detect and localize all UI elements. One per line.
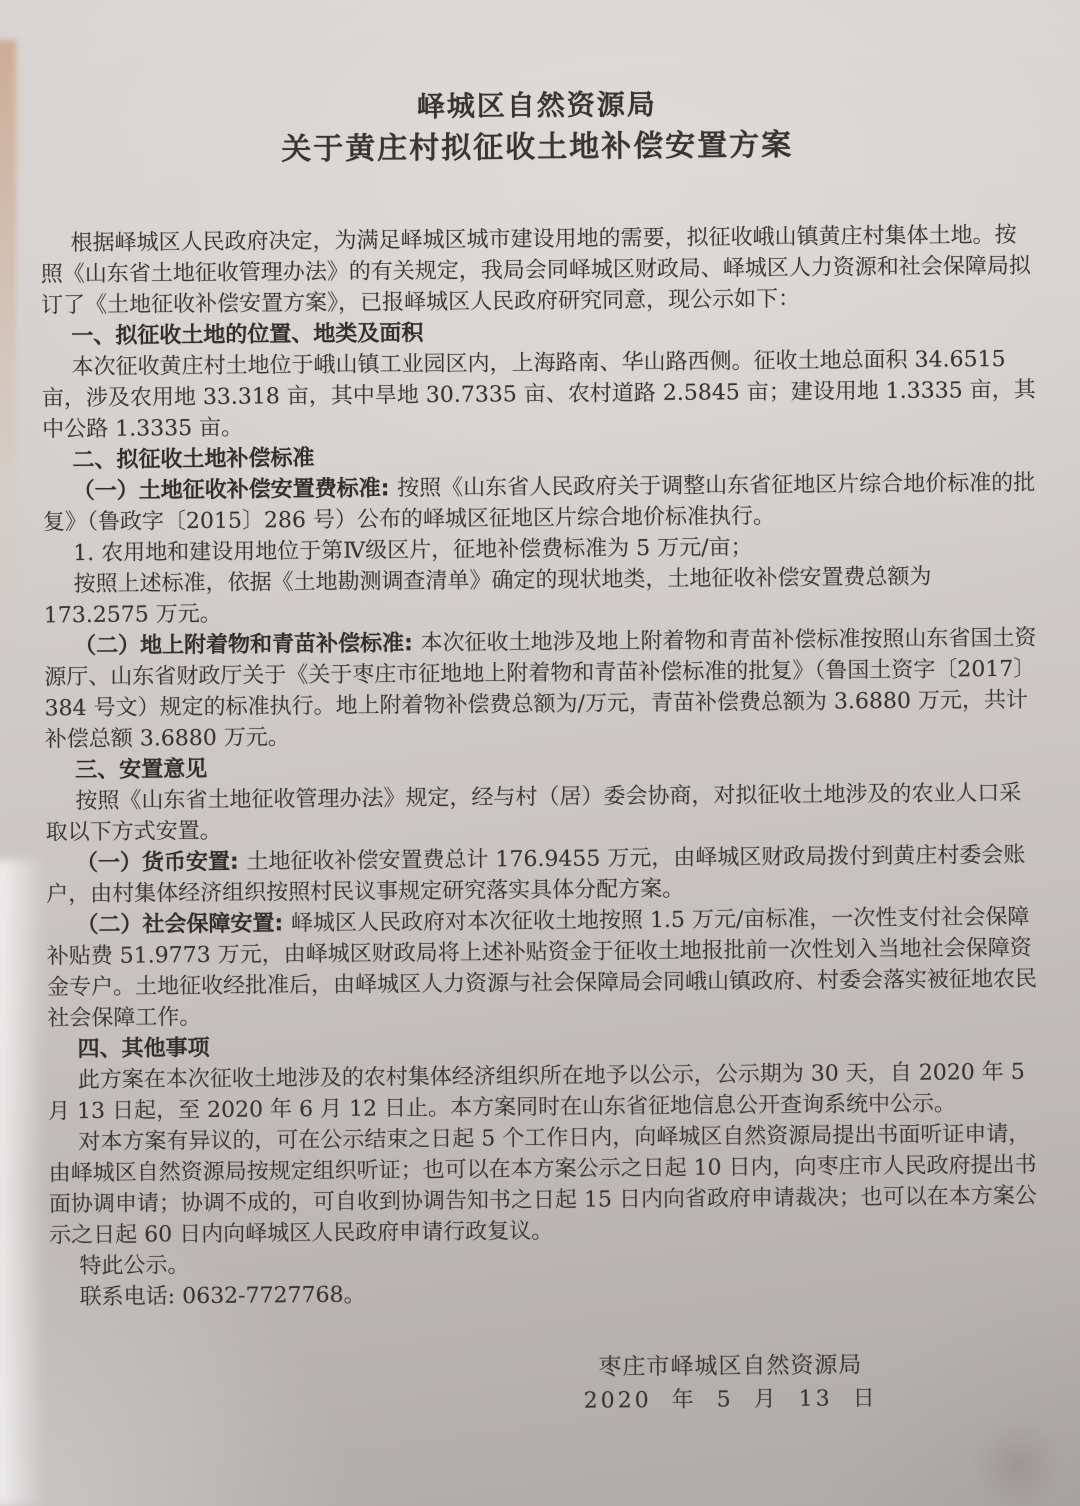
paragraph-resettlement-intro: 按照《山东省土地征收管理办法》规定，经与村（居）委会协商，对拟征收土地涉及的农业人口采取以下方式安置。 <box>45 780 1022 846</box>
paragraph-monetary-resettlement <box>46 840 1042 911</box>
paragraph-text: 按照《山东省人民政府关于调整山东省征地区片综合地价标准的批复》（鲁政字〔2015〕286 号）公布的峄城区征地区片综合地价标准执行。 <box>42 470 1036 536</box>
paragraph-text: 峄城区人民政府对本次征收土地按照 1.5 万元/亩标准，一次性支付社会保障补贴费 51.9773 万元，由峄城区财政局将上述补贴资金于征收土地报批前一次性划入当地社会保障资金专户。土地征收经批准后，由峄城区人力资源与社会保障局会同峨山镇政府、村委会落实被征地农民社会保障工作。 <box>46 904 1038 1032</box>
signature-date: 2020 年 5 月 13 日 <box>583 1386 878 1414</box>
paragraph-zone-level: 1. 农用地和建设用地位于第Ⅳ级区片，征地补偿费标准为 5 万元/亩； <box>73 535 753 567</box>
document-body <box>40 220 1044 1314</box>
paragraph-objection-procedure: 对本方案有异议的，可在公示结束之日起 5 个工作日内，向峄城区自然资源局提出书面听证申请，由峄城区自然资源局按规定组织听证；也可以在本方案公示之日起 10 日内，向枣庄市人民政府提出书面协调申请；协调不成的，可自收到协调告知书之日起 15 日内向省政府申请裁决；也可以在本方案公示之日起 60 日内向峄城区人民政府申请行政复议。 <box>48 1121 1037 1249</box>
paragraph-text: 本次征收土地涉及地上附着物和青苗补偿标准按照山东省国土资源厅、山东省财政厅关于《关于枣庄市征地地上附着物和青苗补偿标准的批复》（鲁国土资字〔2017〕384 号文）规定的标准执行。地上附着物补偿费总额为/万元，青苗补偿费总额为 3.6880 万元，共计补偿总额 3.6880 万元。 <box>44 625 1037 753</box>
signature-agency: 枣庄市峄城区自然资源局 <box>598 1352 863 1381</box>
paragraph-lead: （一）土地征收补偿安置费标准: <box>72 476 398 505</box>
section-heading-4: 四、其他事项 <box>77 1035 210 1063</box>
paragraph-attachments-standard <box>44 623 1040 756</box>
signature-block <box>583 1348 878 1419</box>
paper-edge-highlight <box>0 860 46 1506</box>
paragraph-social-security <box>46 902 1042 1035</box>
document-title <box>39 82 1035 175</box>
section-heading-1: 一、拟征收土地的位置、地类及面积 <box>71 321 424 350</box>
paragraph-lead: （二）地上附着物和青苗补偿标准: <box>73 631 421 660</box>
paper-smudge <box>972 1422 1064 1506</box>
paper-edge-shadow <box>0 40 16 680</box>
section-heading-2: 二、拟征收土地补偿标准 <box>72 445 315 474</box>
section-heading-3: 三、安置意见 <box>75 756 208 784</box>
paragraph-publicity-period: 此方案在本次征收土地涉及的农村集体经济组织所在地予以公示，公示期为 30 天，自 2020 年 5 月 13 日起，至 2020 年 6 月 12 日止。本方案同时在山东省征地信息公开查询系统中公示。 <box>48 1059 1025 1125</box>
contact-phone: 联系电话: 0632-7727768。 <box>79 1282 366 1311</box>
closing-statement: 特此公示。 <box>79 1253 190 1280</box>
paragraph-intro: 根据峄城区人民政府决定，为满足峄城区城市建设用地的需要，拟征收峨山镇黄庄村集体土地。按照《山东省土地征收管理办法》的有关规定，我局会同峄城区财政局、峄城区人力资源和社会保障局拟订了《土地征收补偿安置方案》，已报峄城区人民政府研究同意，现公示如下： <box>40 222 1031 319</box>
paragraph-lead: （二）社会保障安置: <box>76 911 292 939</box>
paragraph-text: 土地征收补偿安置费总计 176.9455 万元，由峄城区财政局拨付到黄庄村委会账户，由村集体经济组织按照村民议事规定研究落实具体分配方案。 <box>46 842 1026 908</box>
document-page <box>39 82 1046 1424</box>
doc-title-line2: 关于黄庄村拟征收土地补偿安置方案 <box>281 127 794 168</box>
doc-title-line1: 峄城区自然资源局 <box>416 87 657 124</box>
paragraph-compensation-total: 按照上述标准，依据《土地勘测调查清单》确定的现状地类，土地征收补偿安置费总额为 173.2575 万元。 <box>43 564 932 629</box>
paragraph-lead: （一）货币安置: <box>75 849 247 877</box>
paragraph-land-location: 本次征收黄庄村土地位于峨山镇工业园区内，上海路南、华山路西侧。征收土地总面积 34.6515 亩，涉及农用地 33.318 亩，其中旱地 30.7335 亩、农村道路 2.5845 亩；建设用地 1.3335 亩，其中公路 1.3335 亩。 <box>41 346 1036 443</box>
paragraph-compensation-standard <box>43 468 1039 539</box>
